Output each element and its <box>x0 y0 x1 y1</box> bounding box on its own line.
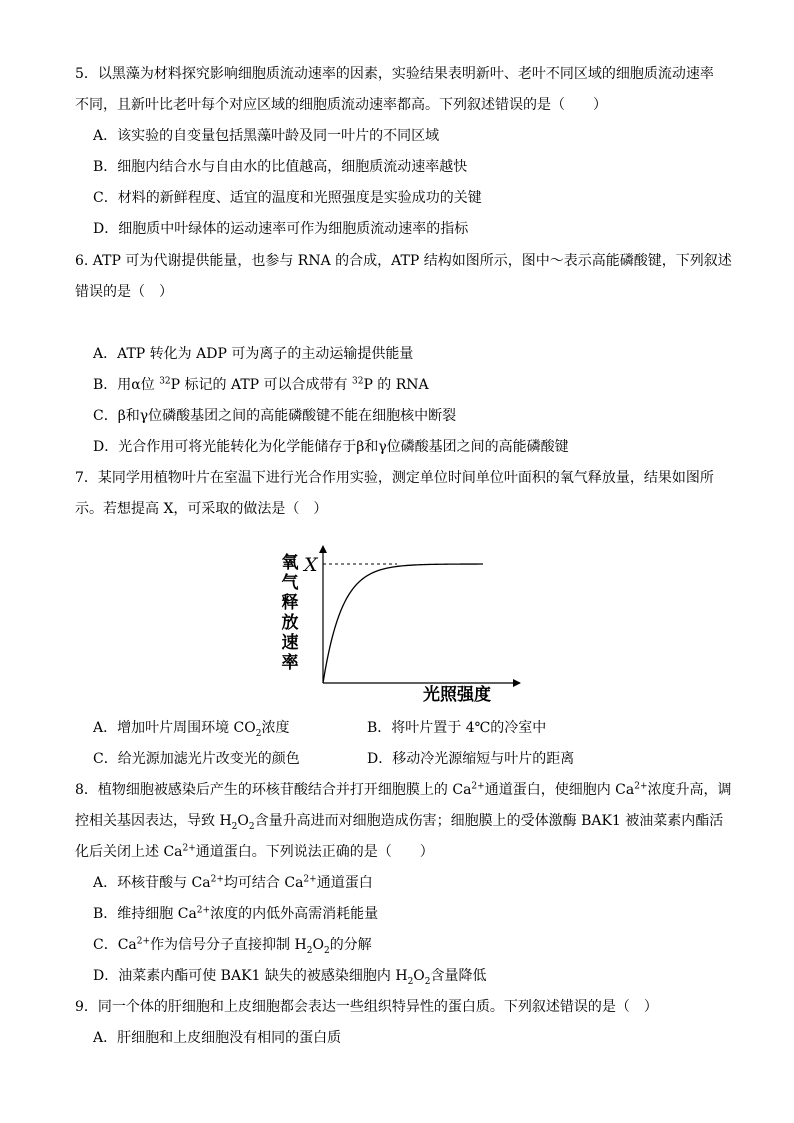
q7-stem-line2: 示。若想提高 X，可采取的做法是（ ） <box>75 501 328 517</box>
q8-s2-b: O <box>237 813 249 829</box>
q6-option-a: A．ATP 转化为 ADP 可为离子的主动运输提供能量 <box>93 346 414 362</box>
y-axis-label-char: 率 <box>281 653 299 673</box>
q7-option-a <box>93 718 289 738</box>
q5-option-a: A．该实验的自变量包括黑藻叶龄及同一叶片的不同区域 <box>93 128 440 144</box>
q6-stem-line1: 6. ATP 可为代谢提供能量，也参与 RNA 的合成，ATP 结构如图所示，图中～表示高能磷酸键，下列叙述 <box>75 253 732 269</box>
q8-d-sub2: 2 <box>424 976 431 987</box>
y-axis-label-char: 释 <box>281 593 299 613</box>
q7-option-c: C．给光源加滤光片改变光的颜色 <box>93 751 300 767</box>
q8-c-sup: 2+ <box>136 936 151 947</box>
q8-c-sub1: 2 <box>306 945 313 956</box>
q8-d-3: 含量降低 <box>430 968 487 984</box>
q8-b-2: 浓度的内低外高需消耗能量 <box>210 906 379 922</box>
q8-s1-c: 浓度升高，调 <box>647 782 732 798</box>
q8-s2-sub2: 2 <box>248 821 255 832</box>
q9-option-a: A．肝细胞和上皮细胞没有相同的蛋白质 <box>93 1030 342 1046</box>
q6-option-b <box>93 375 429 395</box>
q7-option-b: B．将叶片置于 4℃的冷室中 <box>367 720 547 736</box>
q8-stem-line2 <box>75 811 723 831</box>
q8-c-4: 的分解 <box>329 937 372 953</box>
q8-d-1: D．油菜素内酯可使 BAK1 缺失的被感染细胞内 H <box>93 968 408 984</box>
q5-stem-line2: 不同，且新叶比老叶每个对应区域的细胞质流动速率都高。下列叙述错误的是（ ） <box>75 97 607 113</box>
q7-a-part1: A．增加叶片周围环境 CO <box>93 720 256 736</box>
y-axis-label-char: 放 <box>281 613 299 633</box>
q8-a-2: 均可结合 Ca <box>223 875 304 891</box>
q8-d-2: O <box>413 968 425 984</box>
q7-option-d: D．移动冷光源缩短与叶片的距离 <box>367 751 575 767</box>
q8-c-3: O <box>312 937 324 953</box>
q6-option-d: D．光合作用可将光能转化为化学能储存于β和γ位磷酸基团之间的高能磷酸键 <box>93 439 569 455</box>
q7-stem-line1: 7．某同学用植物叶片在室温下进行光合作用实验，测定单位时间单位叶面积的氧气释放量，结果如图所 <box>75 470 714 486</box>
q8-s2-a: 控相关基因表达，导致 H <box>75 813 232 829</box>
plateau-label-x: X <box>304 554 318 576</box>
q8-stem-line1 <box>75 780 732 800</box>
y-axis-label-char: 氧 <box>281 553 299 573</box>
q5-option-c: C．材料的新鲜程度、适宜的温度和光照强度是实验成功的关键 <box>93 190 482 206</box>
x-axis-label: 光照强度 <box>423 685 491 705</box>
q8-c-1: C．Ca <box>93 937 137 953</box>
q8-option-a <box>93 873 373 893</box>
q8-s1-sup1: 2+ <box>471 781 485 792</box>
oxygen-curve <box>323 564 483 683</box>
q6-option-c: C．β和γ位磷酸基团之间的高能磷酸键不能在细胞核中断裂 <box>93 408 457 424</box>
q8-a-sup2: 2+ <box>303 874 317 885</box>
q8-s3-sup: 2+ <box>182 843 196 854</box>
q8-option-d <box>93 966 487 986</box>
q8-a-sup1: 2+ <box>210 874 224 885</box>
q5-stem-line1: 5．以黑藻为材料探究影响细胞质流动速率的因素，实验结果表明新叶、老叶不同区域的细胞质流动速率 <box>75 66 714 82</box>
oxygen-release-graph <box>268 540 528 710</box>
q8-d-sub1: 2 <box>407 976 414 987</box>
q6-b-part3: P 的 RNA <box>363 377 429 393</box>
q6-b-part1: B．用α位 <box>93 377 160 393</box>
q8-c-sub2: 2 <box>323 945 330 956</box>
q8-option-c <box>93 935 372 955</box>
y-axis-label <box>282 552 300 673</box>
q8-stem-line3 <box>75 842 434 862</box>
q8-a-3: 通道蛋白 <box>316 875 373 891</box>
q7-a-part2: 浓度 <box>261 720 290 736</box>
q5-option-b: B．细胞内结合水与自由水的比值越高，细胞质流动速率越快 <box>93 159 468 175</box>
q5-option-d: D．细胞质中叶绿体的运动速率可作为细胞质流动速率的指标 <box>93 221 469 237</box>
q6-b-part2: P 标记的 ATP 可以合成带有 <box>170 377 352 393</box>
q8-s2-c: 含量升高进而对细胞造成伤害；细胞膜上的受体激酶 BAK1 被油菜素内酯活 <box>254 813 724 829</box>
q8-s1-sup2: 2+ <box>634 781 648 792</box>
q8-b-sup: 2+ <box>196 905 211 916</box>
q8-s3-a: 化后关闭上述 Ca <box>75 844 183 860</box>
q8-s1-b: 通道蛋白，使细胞内 Ca <box>484 782 635 798</box>
q8-s3-b: 通道蛋白。下列说法正确的是（ ） <box>195 844 434 860</box>
q8-s1-a: 8．植物细胞被感染后产生的环核苷酸结合并打开细胞膜上的 Ca <box>75 782 472 798</box>
q8-a-1: A．环核苷酸与 Ca <box>93 875 211 891</box>
q6-b-sup2: 32 <box>351 376 364 387</box>
y-axis-label-char: 速 <box>281 633 299 653</box>
q8-s2-sub1: 2 <box>231 821 238 832</box>
q8-option-b <box>93 904 378 924</box>
q6-stem-line2: 错误的是（ ） <box>75 284 173 300</box>
q7-a-sub: 2 <box>255 728 262 739</box>
q8-c-2: 作为信号分子直接抑制 H <box>150 937 307 953</box>
y-axis-label-char: 气 <box>281 573 299 593</box>
q9-stem: 9．同一个体的肝细胞和上皮细胞都会表达一些组织特异性的蛋白质。下列叙述错误的是（ ） <box>75 999 658 1015</box>
q8-b-1: B．维持细胞 Ca <box>93 906 197 922</box>
q6-b-sup1: 32 <box>159 376 171 387</box>
